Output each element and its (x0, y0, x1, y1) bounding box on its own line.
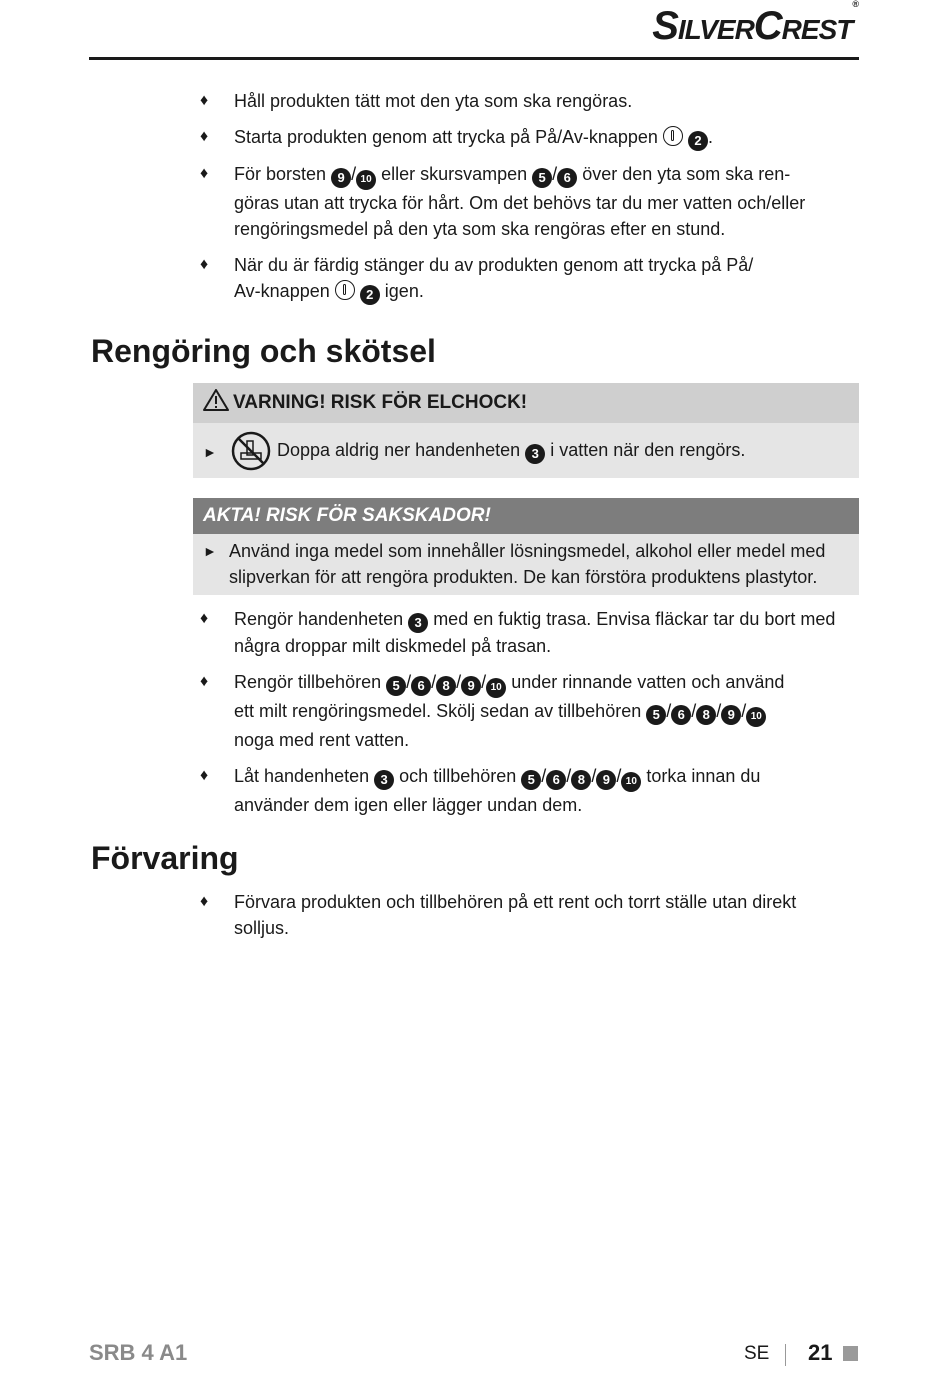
part-number-badge: 5 (646, 705, 666, 725)
cleaning-bullet-list (200, 606, 860, 828)
diamond-bullet-icon: ♦ (200, 610, 209, 627)
part-number-badge: 8 (571, 770, 591, 790)
part-number-badge: 10 (356, 170, 376, 190)
footer-language: SE (744, 1343, 770, 1364)
part-number-badge: 2 (688, 131, 708, 151)
part-number-badge: 3 (374, 770, 394, 790)
part-number-badge: 3 (408, 613, 428, 633)
list-item: ♦ Låt handenheten 3 och tillbehören 5 / 6 / 8 / 9 / 10 torka innan du använder dem igen eller lägger undan dem. (200, 763, 860, 818)
part-number-badge: 6 (671, 705, 691, 725)
list-item: ♦ Starta produkten genom att trycka på På/Av-knappen 2 . (200, 124, 860, 151)
warning-triangle-icon (203, 389, 229, 411)
header-rule (89, 57, 859, 60)
diamond-bullet-icon: ♦ (200, 767, 209, 784)
caution-title: AKTA! RISK FÖR SAKSKADOR! (193, 498, 859, 534)
part-number-badge: 2 (360, 285, 380, 305)
part-number-badge: 10 (486, 678, 506, 698)
section-heading-storage: Förvaring (91, 840, 239, 876)
part-number-badge: 10 (621, 772, 641, 792)
part-number-badge: 5 (386, 676, 406, 696)
part-number-badge: 6 (411, 676, 431, 696)
warning-title: VARNING! RISK FÖR ELCHOCK! (193, 383, 859, 423)
part-number-badge: 9 (596, 770, 616, 790)
footer-square-marker (843, 1346, 858, 1361)
part-number-badge: 9 (461, 676, 481, 696)
part-number-badge: 5 (521, 770, 541, 790)
warning-box: VARNING! RISK FÖR ELCHOCK! ► Doppa aldrig ner handenheten 3 i vatten när den rengörs. (193, 383, 859, 478)
intro-bullet-list (200, 88, 860, 315)
footer-separator (785, 1344, 786, 1366)
list-item: ♦ Förvara produkten och tillbehören på ett rent och torrt ställe utan direkt solljus. (200, 889, 860, 941)
part-number-badge: 5 (532, 168, 552, 188)
list-item: ♦ Rengör handenheten 3 med en fuktig trasa. Envisa fläckar tar du bort med några droppar milt diskmedel på trasan. (200, 606, 860, 659)
diamond-bullet-icon: ♦ (200, 893, 209, 910)
part-number-badge: 8 (436, 676, 456, 696)
brand-logo: SilverCrest® (652, 0, 858, 48)
section-heading-cleaning: Rengöring och skötsel (91, 333, 436, 369)
no-immersion-icon (231, 431, 271, 471)
storage-bullet-list (200, 889, 860, 951)
footer-model: SRB 4 A1 (89, 1340, 188, 1365)
power-icon (663, 126, 683, 146)
part-number-badge: 10 (746, 707, 766, 727)
list-item: ♦ För borsten 9 / 10 eller skursvampen 5 / 6 över den yta som ska ren- göras utan att trycka för hårt. Om det behövs tar du mer vatten och/eller rengöringsmedel på den yta som ska rengöras efter en stund. (200, 161, 860, 242)
list-item: ♦ När du är färdig stänger du av produkten genom att trycka på På/ Av-knappen 2 igen. (200, 252, 860, 305)
page-number: 21 (808, 1340, 833, 1365)
part-number-badge: 9 (721, 705, 741, 725)
part-number-badge: 9 (331, 168, 351, 188)
arrow-bullet-icon: ► (203, 444, 217, 460)
caution-box: AKTA! RISK FÖR SAKSKADOR! ► Använd inga medel som innehåller lösningsmedel, alkohol eller medel med slipverkan för att rengöra produkten. De kan förstöra produktens plastytor. (193, 498, 859, 595)
diamond-bullet-icon: ♦ (200, 128, 209, 145)
part-number-badge: 6 (546, 770, 566, 790)
power-icon (335, 280, 355, 300)
list-item: ♦ Rengör tillbehören 5 / 6 / 8 / 9 / 10 under rinnande vatten och använd ett milt rengöringsmedel. Skölj sedan av tillbehören 5 / 6 / 8 / 9 / 10 noga med rent vatten. (200, 669, 860, 753)
diamond-bullet-icon: ♦ (200, 673, 209, 690)
diamond-bullet-icon: ♦ (200, 92, 209, 109)
list-item: ♦ Håll produkten tätt mot den yta som ska rengöras. (200, 88, 860, 114)
part-number-badge: 3 (525, 444, 545, 464)
arrow-bullet-icon: ► (203, 543, 217, 559)
part-number-badge: 8 (696, 705, 716, 725)
diamond-bullet-icon: ♦ (200, 165, 209, 182)
part-number-badge: 6 (557, 168, 577, 188)
diamond-bullet-icon: ♦ (200, 256, 209, 273)
